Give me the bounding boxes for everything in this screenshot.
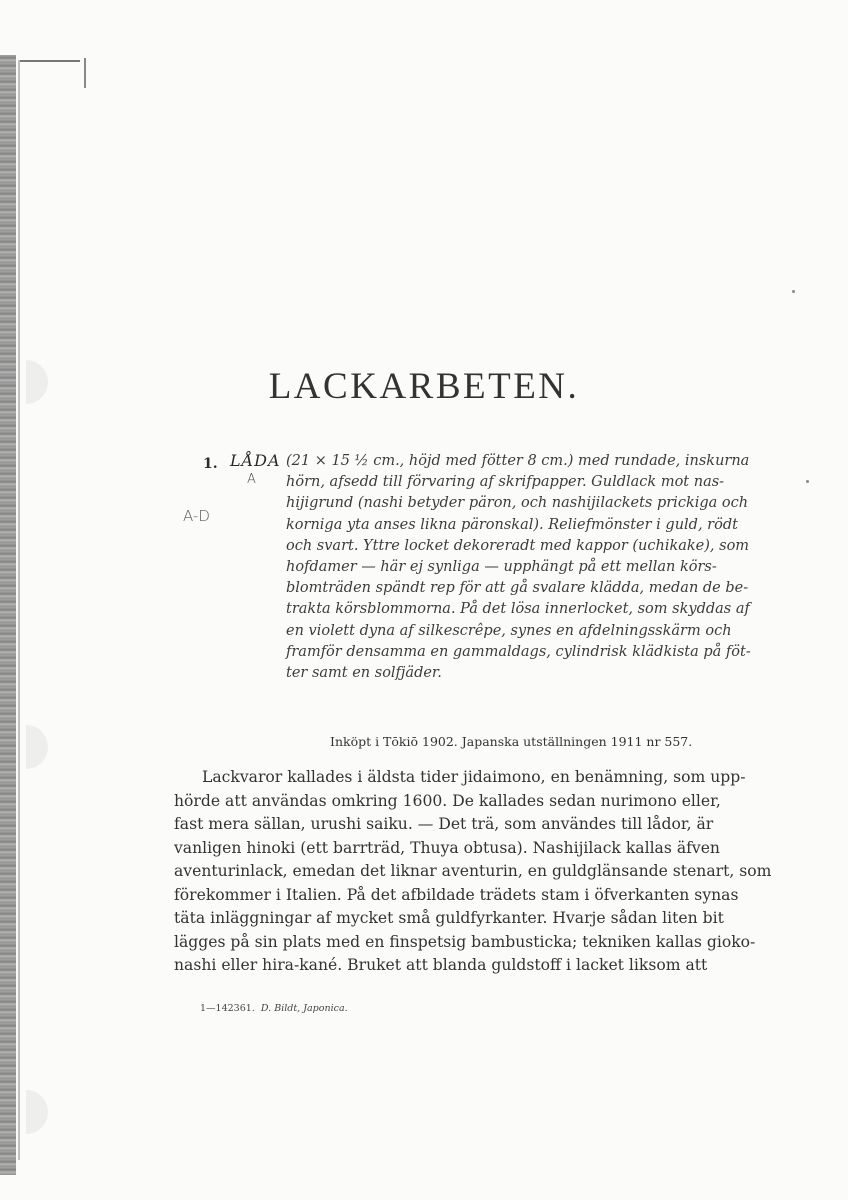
- body-line: förekommer i Italien. På det afbildade trädets stam i öfverkanten synas: [174, 885, 739, 904]
- provenance-note: Inköpt i Tōkiō 1902. Japanska utställningen 1911 nr 557.: [330, 734, 693, 749]
- description-line: hörn, afsedd till förvaring af skrifpapper. Guldlack mot nas-: [286, 474, 725, 491]
- punch-hole: [26, 725, 48, 769]
- description-line: ter samt en solfjäder.: [286, 665, 442, 682]
- body-line: aventurinlack, emedan det liknar aventurin, en guldglänsande stenart, som: [174, 862, 772, 880]
- description-line: en violett dyna af silkescrêpe, synes en afdelningsskärm och: [286, 622, 732, 639]
- description-line: blomträden spändt rep för att gå svalare klädda, medan de be-: [286, 580, 749, 597]
- body-line: fast mera sällan, urushi saiku. — Det trä, som användes till lådor, är: [174, 815, 714, 833]
- body-line: Lackvaror kallades i äldsta tider jidaimono, en benämning, som upp-: [202, 768, 746, 786]
- body-line: nashi eller hira-kané. Bruket att blanda guldstoff i lacket liksom att: [174, 956, 708, 974]
- description-line: hijigrund (nashi betyder päron, och nashijilackets prickiga och: [286, 495, 749, 512]
- entry-label: LÅDA: [230, 451, 281, 470]
- description-line: hofdamer — här ej synliga — upphängt på ett mellan körs-: [286, 559, 717, 576]
- body-line: hörde att användas omkring 1600. De kallades sedan nurimono eller,: [174, 791, 721, 810]
- body-paragraph: [174, 766, 794, 978]
- entry-number: 1.: [203, 456, 218, 472]
- scan-tick-mark: [84, 58, 86, 88]
- scan-speck: [806, 480, 809, 483]
- body-line: lägges på sin plats med en finspetsig bambusticka; tekniken kallas gioko-: [174, 932, 756, 951]
- body-line: vanligen hinoki (ett barrträd, Thuya obtusa). Nashijilack kallas äfven: [174, 838, 720, 857]
- description-line: (21 × 15 ½ cm., höjd med fötter 8 cm.) med rundade, inskurna: [286, 453, 750, 469]
- footer-sheet-number: 1—142361.: [200, 1003, 255, 1014]
- page-title: LACKARBETEN.: [268, 366, 580, 407]
- scan-edge-shadow: [0, 55, 16, 1175]
- description-line: trakta körsblommorna. På det lösa innerlocket, som skyddas af: [286, 601, 750, 618]
- body-line: täta inläggningar af mycket små guldfyrkanter. Hvarje sådan liten bit: [174, 909, 724, 927]
- handwritten-annotation-range: A-D: [183, 507, 210, 525]
- description-line: korniga yta anses likna päronskal). Reliefmönster i guld, rödt: [286, 516, 738, 533]
- description-line: framför densamma en gammaldags, cylindrisk klädkista på föt-: [286, 643, 751, 660]
- entry-description: [286, 451, 796, 684]
- description-line: och svart. Yttre locket dekoreradt med kappor (uchikake), som: [286, 537, 750, 554]
- handwritten-annotation-a: A: [247, 472, 256, 487]
- footer-signature: [200, 1003, 348, 1014]
- scan-edge-line: [18, 60, 20, 1160]
- scan-corner-mark: [20, 60, 80, 62]
- punch-hole: [26, 1090, 48, 1134]
- scan-speck: [792, 290, 795, 293]
- footer-author: D. Bildt, Japonica.: [260, 1003, 348, 1014]
